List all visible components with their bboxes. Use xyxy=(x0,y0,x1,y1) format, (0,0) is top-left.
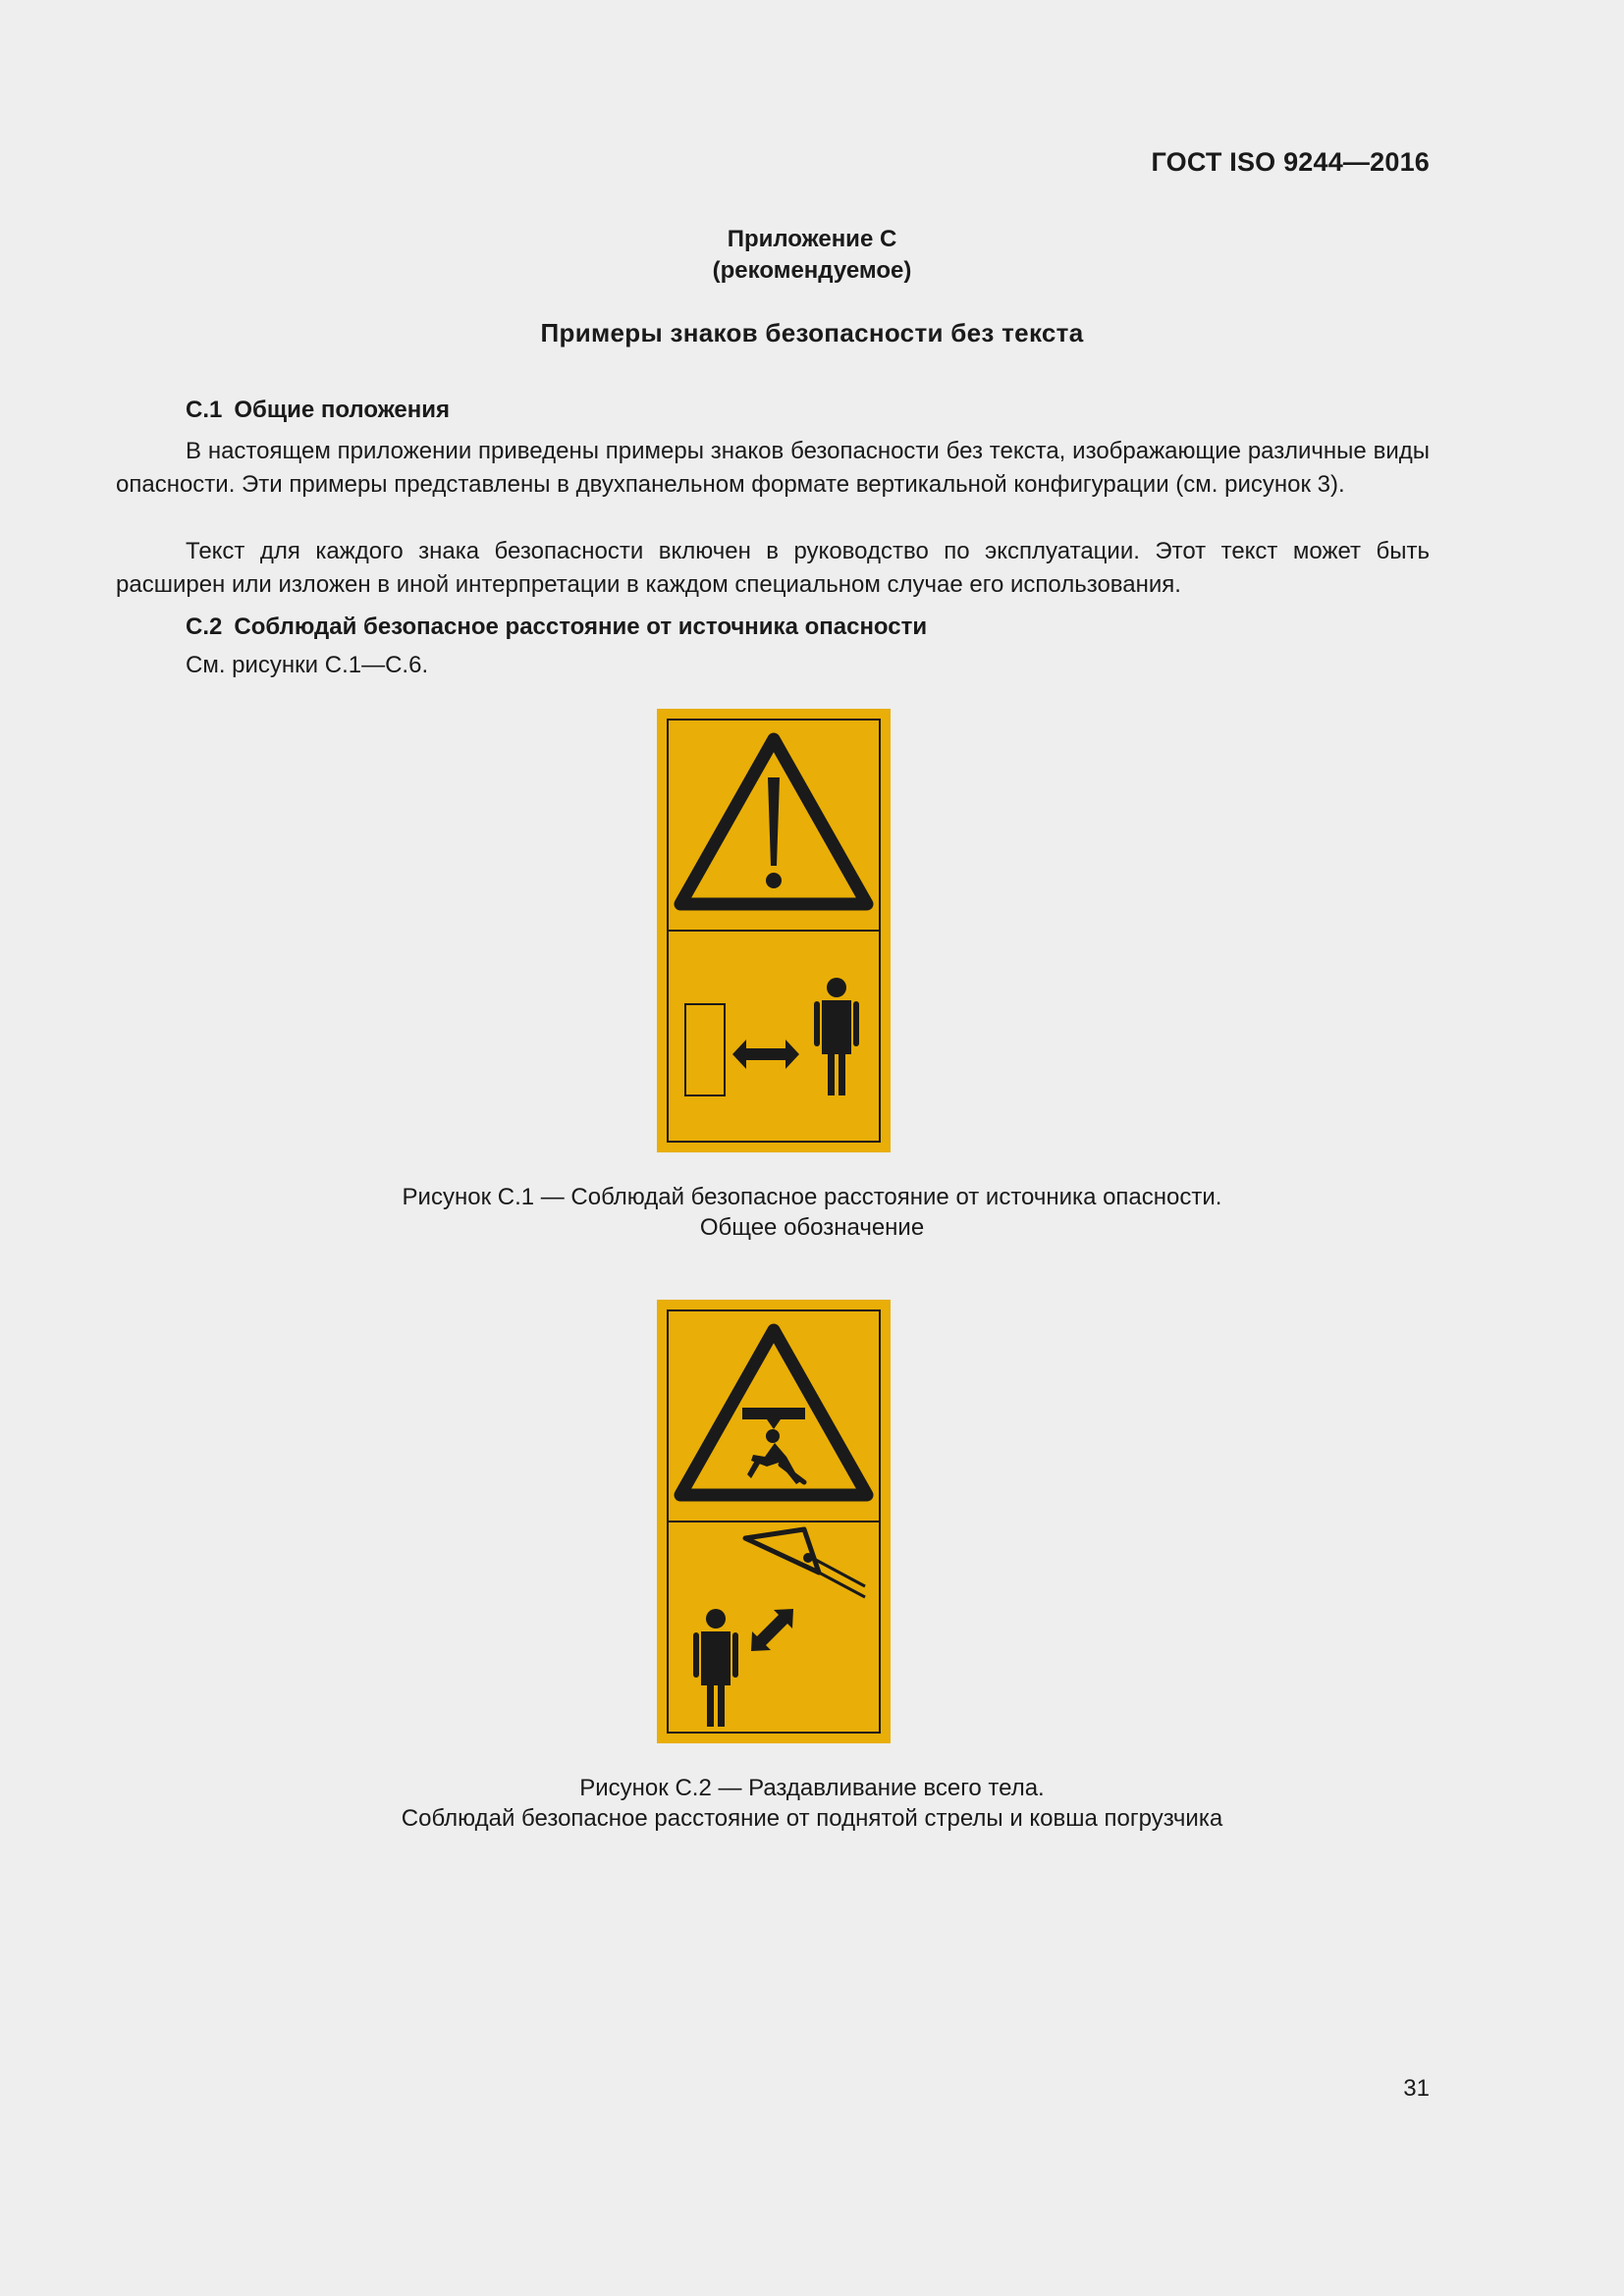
figure-c1-caption-line-2: Общее обозначение xyxy=(699,1214,925,1241)
figure-c2-caption xyxy=(0,1773,1624,1834)
section-2-reference: См. рисунки С.1—С.6. xyxy=(186,652,429,678)
section-1-paragraph-2: Текст для каждого знака безопасности включен в руководство по эксплуатации. Этот текст может быть расширен или изложен в иной интерпретации в каждом специальном случае его использования. xyxy=(116,538,1430,598)
figure-c2-caption-line-1: Рисунок С.2 — Раздавливание всего тела. xyxy=(579,1775,1045,1801)
figure-c1-caption xyxy=(0,1182,1624,1243)
annex-title: Приложение С xyxy=(727,226,897,252)
section-2-title: Соблюдай безопасное расстояние от источника опасности xyxy=(234,614,928,640)
section-2-number: С.2 xyxy=(186,614,223,640)
section-1-number: С.1 xyxy=(186,397,223,423)
annex-title-block xyxy=(0,224,1624,287)
section-1-paragraph-1: В настоящем приложении приведены примеры знаков безопасности без текста, изображающие различные виды опасности. Эти примеры представлены в двухпанельном формате вертикальной конфигурации (см. рисунок 3). xyxy=(116,438,1430,498)
safety-sign-whole-body-crushing xyxy=(657,1300,891,1743)
figure-c2-caption-line-2: Соблюдай безопасное расстояние от поднятой стрелы и ковша погрузчика xyxy=(401,1805,1223,1832)
annex-heading: Примеры знаков безопасности без текста xyxy=(540,318,1084,347)
section-2-heading xyxy=(186,614,927,641)
safety-sign-keep-distance xyxy=(657,709,891,1152)
document-header: ГОСТ ISO 9244—2016 xyxy=(1151,147,1430,177)
annex-subtitle: (рекомендуемое) xyxy=(712,257,912,284)
section-1-heading xyxy=(186,397,450,424)
section-1-title: Общие положения xyxy=(234,397,451,423)
page-number: 31 xyxy=(1403,2075,1430,2102)
figure-c1-caption-line-1: Рисунок С.1 — Соблюдай безопасное расстояние от источника опасности. xyxy=(402,1184,1222,1210)
